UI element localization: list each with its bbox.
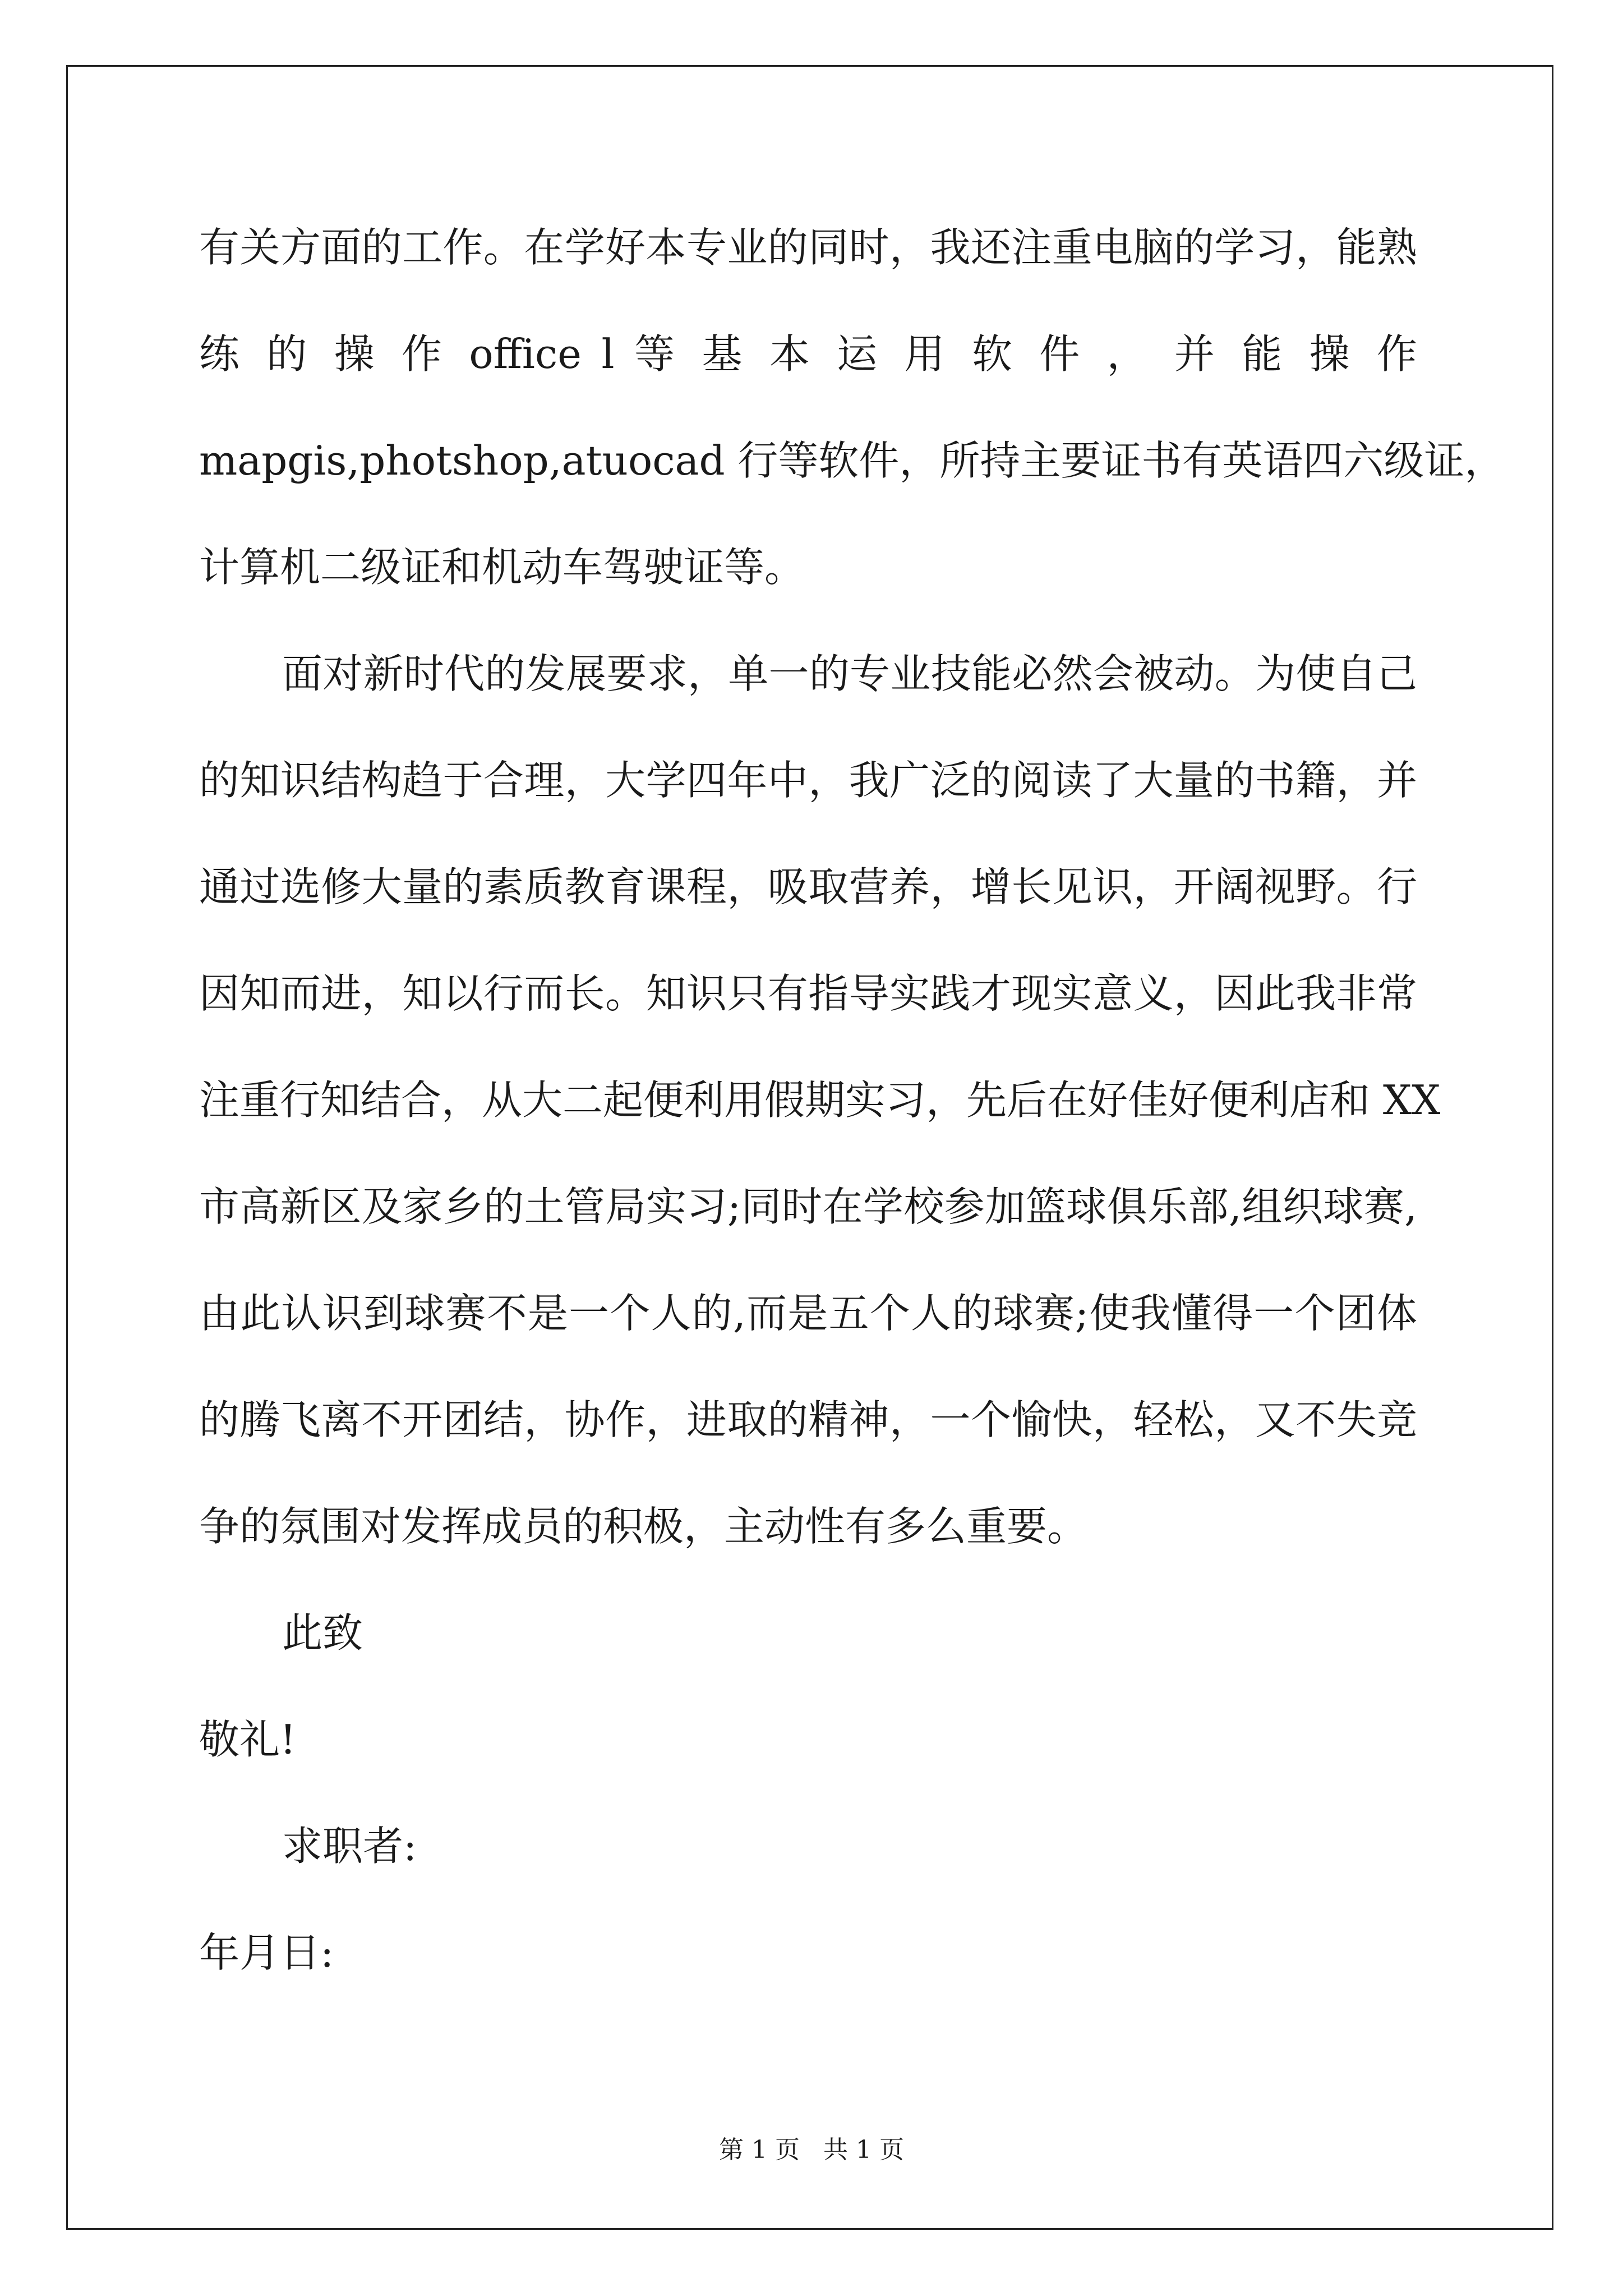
body-line-4: 计算机二级证和机动车驾驶证等。 bbox=[199, 544, 805, 591]
body-line-3: mapgis,photshop,atuocad 行等软件，所持主要证书有英语四六级证， bbox=[199, 437, 1505, 484]
paragraph-2-line-8: 的腾飞离不开团结，协作，进取的精神，一个愉快，轻松，又不失竞 bbox=[199, 1396, 1417, 1443]
applicant-signature: 求职者: bbox=[282, 1823, 417, 1870]
paragraph-2-line-9: 争的氛围对发挥成员的积极，主动性有多么重要。 bbox=[199, 1503, 1088, 1550]
closing-regards: 敬礼! bbox=[199, 1716, 296, 1763]
paragraph-2-line-3: 通过选修大量的素质教育课程，吸取营养，增长见识，开阔视野。行 bbox=[199, 863, 1417, 910]
body-line-2: 练 的 操 作 office l 等 基 本 运 用 软 件 ， 并 能 操 作 bbox=[199, 330, 1417, 378]
page-border bbox=[66, 65, 1553, 2230]
page-footer: 第 1 页 共 1 页 bbox=[719, 2136, 904, 2164]
closing-salutation: 此致 bbox=[282, 1609, 363, 1657]
paragraph-2-line-6: 市高新区及家乡的土管局实习;同时在学校参加篮球俱乐部,组织球赛, bbox=[199, 1183, 1417, 1230]
paragraph-2-line-5: 注重行知结合，从大二起便利用假期实习，先后在好佳好便利店和 XX bbox=[199, 1076, 1441, 1124]
paragraph-2-line-1: 面对新时代的发展要求，单一的专业技能必然会被动。为使自己 bbox=[282, 650, 1417, 697]
paragraph-2-line-7: 由此认识到球赛不是一个人的,而是五个人的球赛;使我懂得一个团体 bbox=[199, 1290, 1417, 1337]
body-line-1: 有关方面的工作。在学好本专业的同时，我还注重电脑的学习，能熟 bbox=[199, 224, 1417, 271]
paragraph-2-line-2: 的知识结构趋于合理，大学四年中，我广泛的阅读了大量的书籍，并 bbox=[199, 757, 1417, 804]
date-line: 年月日: bbox=[199, 1929, 334, 1976]
paragraph-2-line-4: 因知而进，知以行而长。知识只有指导实践才现实意义，因此我非常 bbox=[199, 970, 1417, 1017]
